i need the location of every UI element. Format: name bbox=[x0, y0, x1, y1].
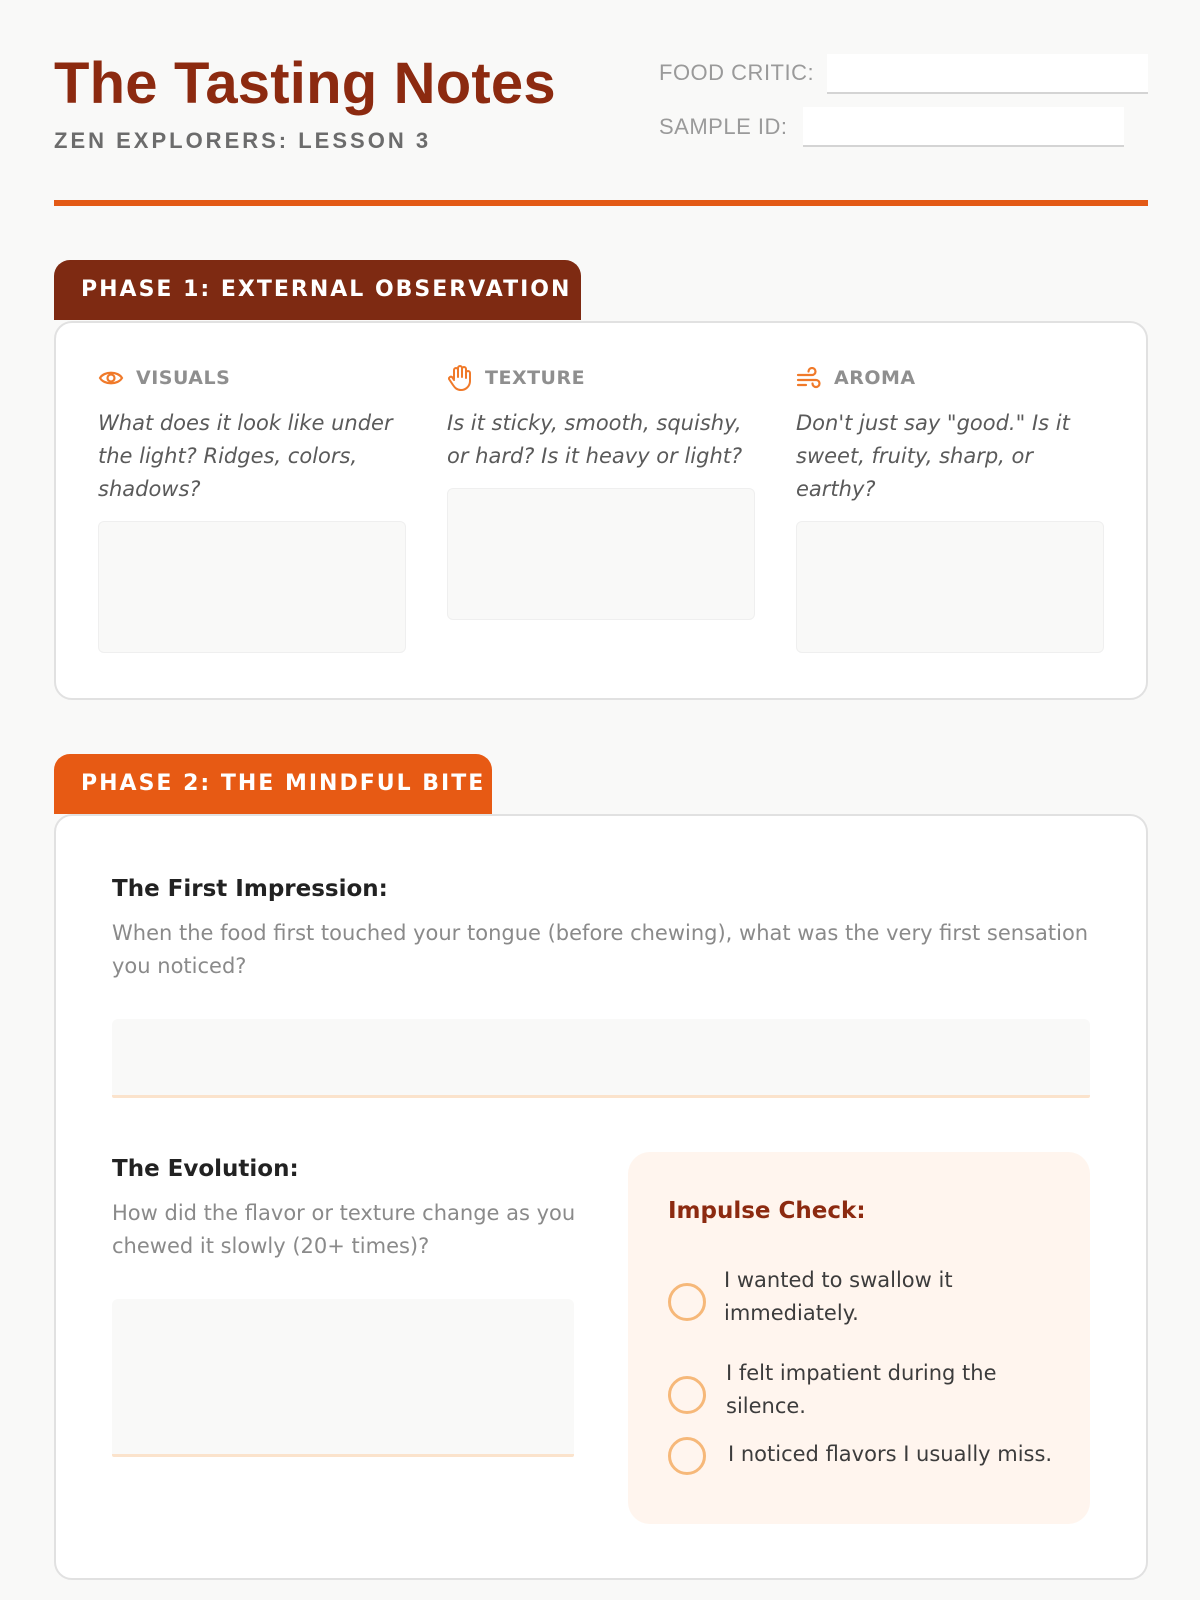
evolution-answer-box[interactable] bbox=[112, 1299, 574, 1457]
wind-icon bbox=[796, 367, 822, 389]
phase1-tab: PHASE 1: EXTERNAL OBSERVATION bbox=[54, 260, 581, 320]
impulse-check-label: I felt impatient during the silence. bbox=[726, 1361, 997, 1418]
aroma-label: AROMA bbox=[834, 367, 916, 389]
food-critic-field[interactable] bbox=[827, 54, 1148, 94]
radio-circle[interactable] bbox=[668, 1376, 706, 1414]
evolution-prompt: How did the flavor or texture change as you chewed it slowly (20+ times)? bbox=[112, 1201, 576, 1258]
aroma-answer-box[interactable] bbox=[796, 521, 1104, 653]
impulse-check-label: I wanted to swallow it immediately. bbox=[724, 1268, 953, 1325]
first-impression-title: The First Impression: bbox=[112, 876, 388, 902]
visuals-answer-box[interactable] bbox=[98, 521, 406, 653]
impulse-check-label: I noticed flavors I usually miss. bbox=[728, 1442, 1053, 1466]
sample-id-field[interactable] bbox=[803, 107, 1124, 147]
visuals-prompt: What does it look like under the light? Ridges, colors, shadows? bbox=[98, 411, 393, 501]
impulse-check-title: Impulse Check: bbox=[668, 1198, 866, 1224]
aroma-prompt: Don't just say "good." Is it sweet, fruity, sharp, or earthy? bbox=[796, 411, 1070, 501]
eye-icon bbox=[98, 368, 124, 388]
hand-icon bbox=[447, 364, 473, 392]
texture-column bbox=[447, 363, 757, 473]
phase2-tab: PHASE 2: THE MINDFUL BITE bbox=[54, 754, 492, 814]
texture-prompt: Is it sticky, smooth, squishy, or hard? Is it heavy or light? bbox=[447, 411, 743, 468]
radio-circle[interactable] bbox=[668, 1283, 706, 1321]
evolution-title: The Evolution: bbox=[112, 1156, 299, 1182]
first-impression-answer-box[interactable] bbox=[112, 1019, 1090, 1098]
first-impression-prompt: When the food first touched your tongue (before chewing), what was the very first sensation you noticed? bbox=[112, 921, 1089, 978]
texture-answer-box[interactable] bbox=[447, 488, 755, 620]
page-subtitle: ZEN EXPLORERS: LESSON 3 bbox=[54, 128, 432, 153]
phase1-card bbox=[54, 321, 1148, 700]
header-divider bbox=[54, 200, 1148, 206]
aroma-column bbox=[796, 363, 1106, 506]
visuals-column bbox=[98, 363, 408, 506]
food-critic-label: FOOD CRITIC: bbox=[659, 60, 815, 85]
page-title: The Tasting Notes bbox=[54, 51, 556, 116]
impulse-check-panel bbox=[628, 1152, 1090, 1524]
sample-id-label: SAMPLE ID: bbox=[659, 114, 788, 139]
visuals-label: VISUALS bbox=[136, 367, 231, 389]
phase2-card bbox=[54, 814, 1148, 1580]
texture-label: TEXTURE bbox=[485, 367, 586, 389]
radio-circle[interactable] bbox=[668, 1437, 706, 1475]
